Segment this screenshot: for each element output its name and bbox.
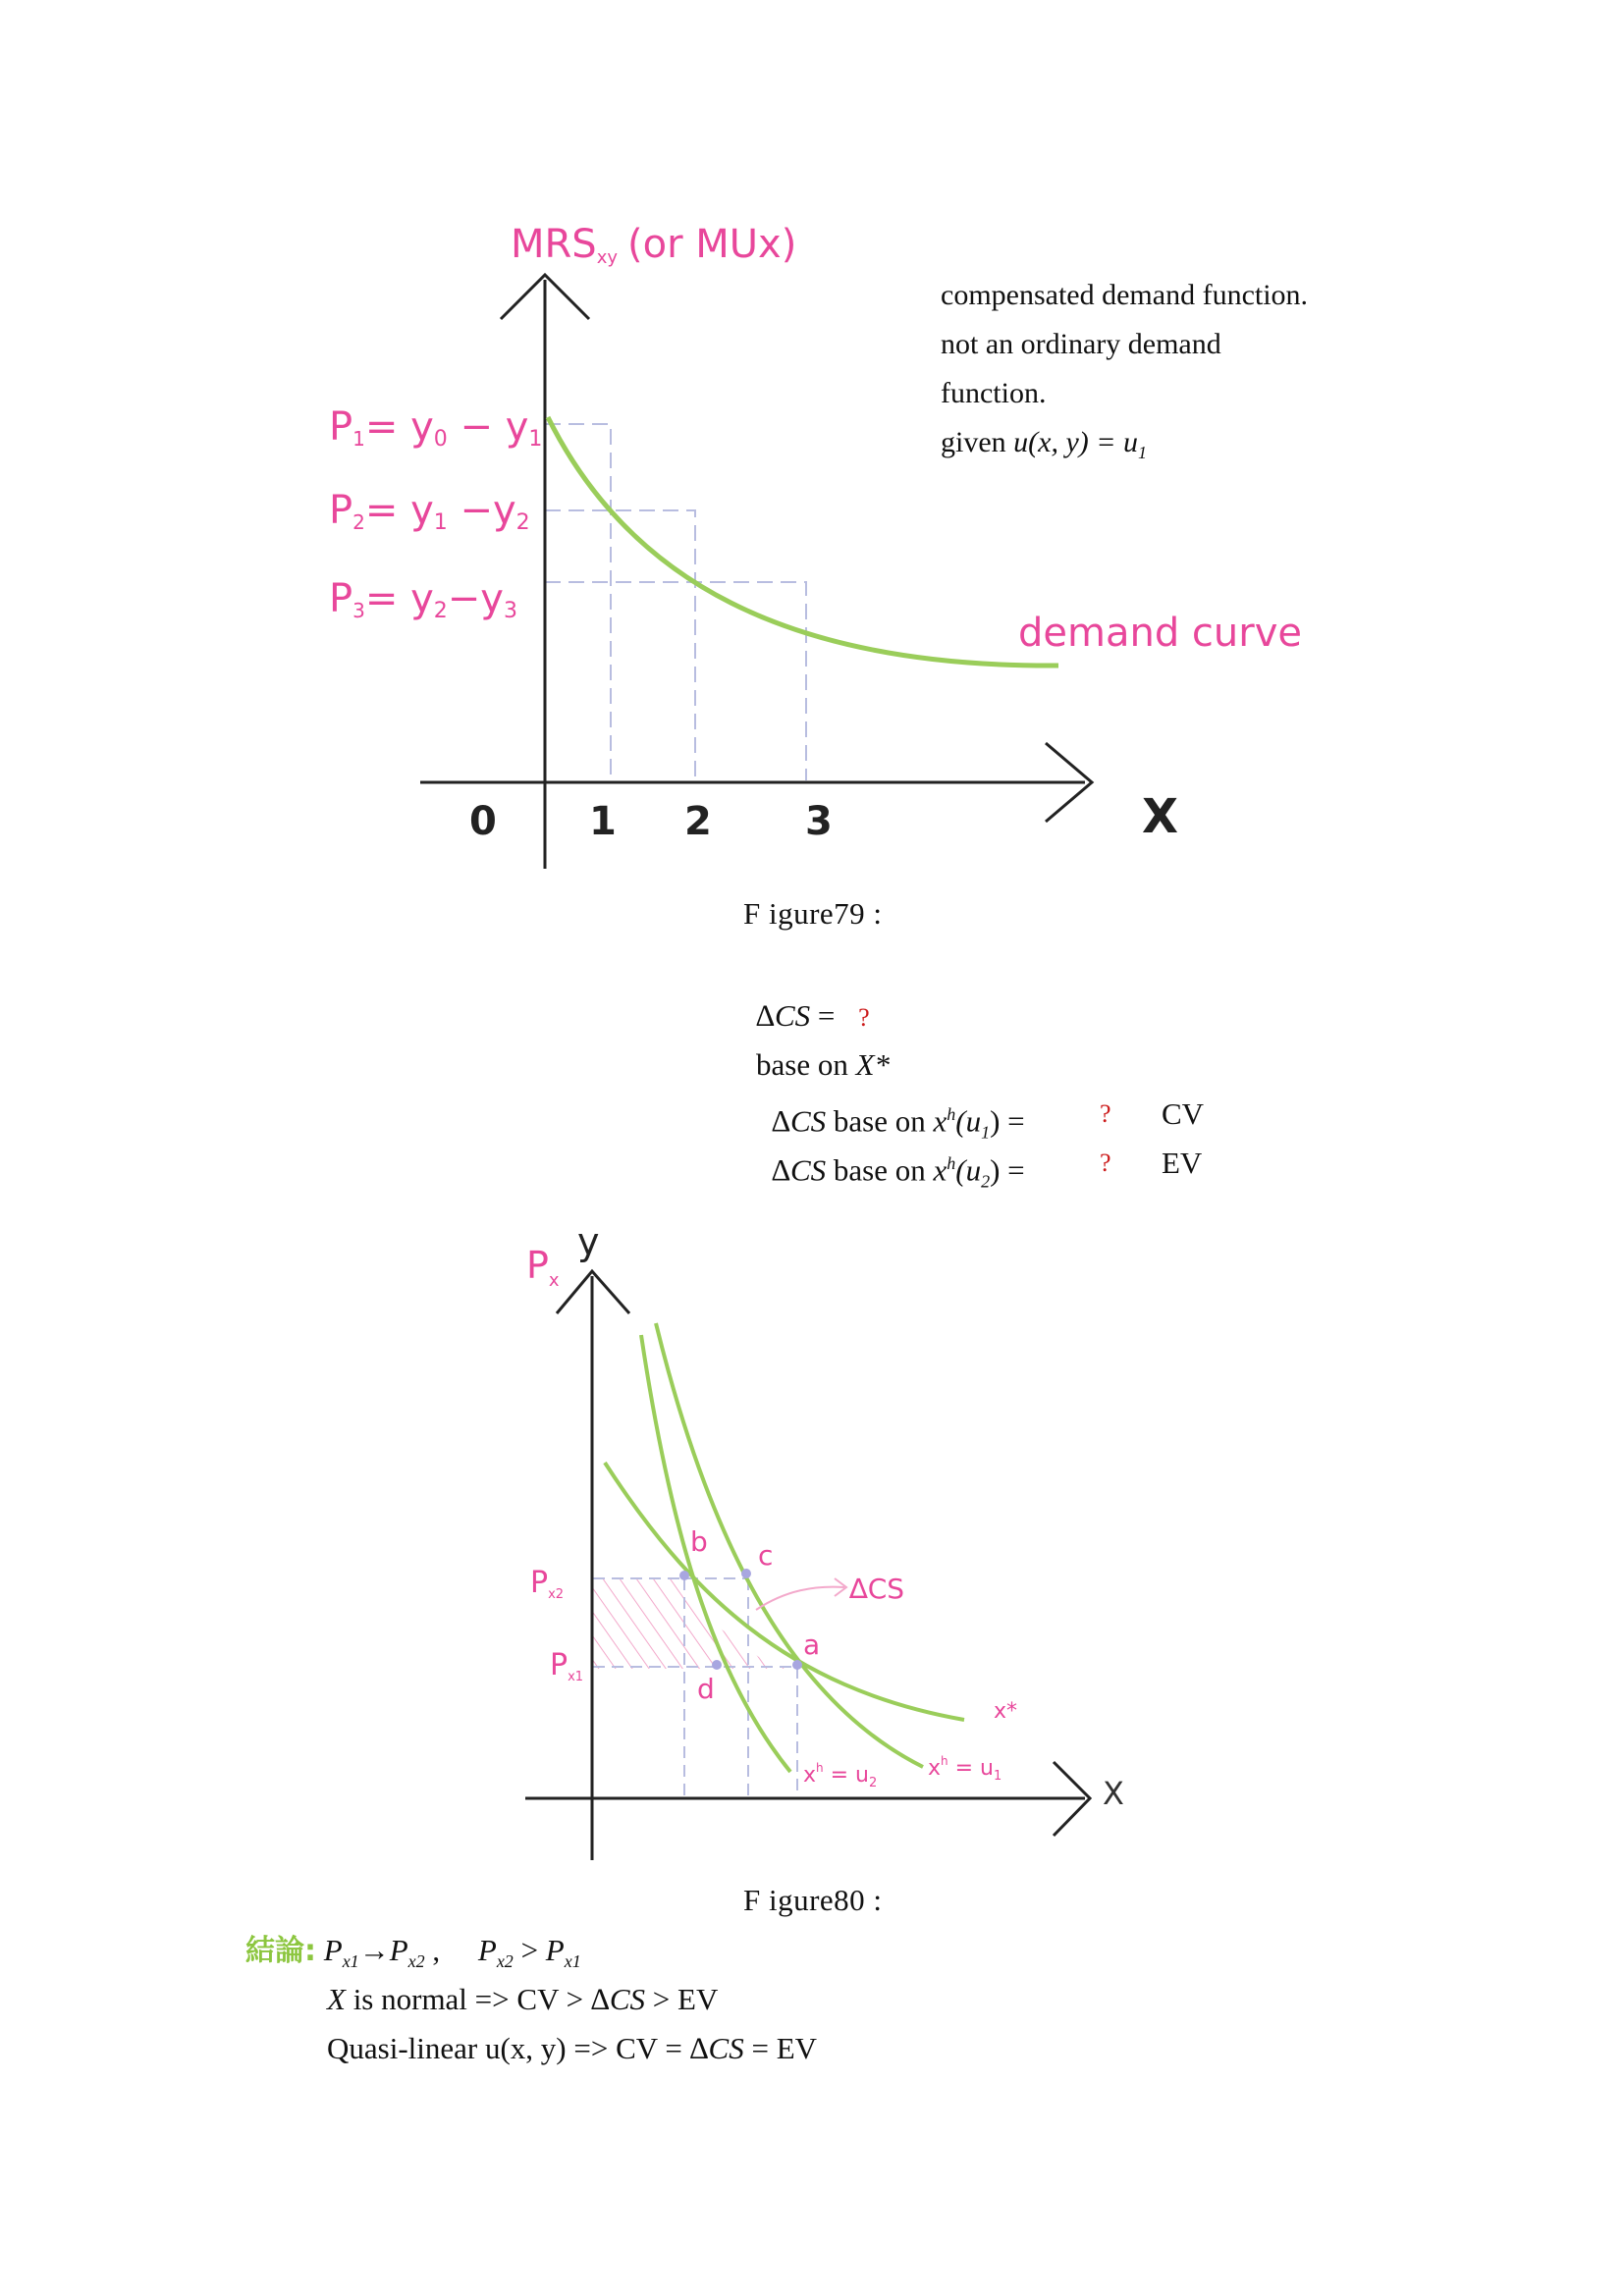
- point-b: [679, 1571, 689, 1580]
- ev-question-mark: ?: [1100, 1148, 1111, 1177]
- delta-cs-line: ∆CS = ?: [756, 998, 870, 1033]
- note-line-2: not an ordinary demand: [941, 328, 1221, 360]
- price-label-p1: P1= y0 − y1: [329, 404, 543, 452]
- figure79-x-axis-label: X: [1142, 789, 1179, 844]
- point-d: [712, 1660, 722, 1670]
- price-label-p3: P3= y2−y3: [329, 576, 517, 623]
- delta-cs-area: [593, 1578, 797, 1669]
- note-line-3: function.: [941, 377, 1047, 409]
- x-star-label: x*: [994, 1699, 1018, 1724]
- figure80-px-label: $P_x$: [526, 1244, 560, 1291]
- xh-u1-label: $x^h = u_1$: [928, 1754, 1002, 1784]
- figure79-notes: [941, 271, 1353, 477]
- figure80-caption: F igure80 :: [743, 1883, 883, 1917]
- point-d-label: d: [697, 1673, 715, 1705]
- figure79-y-axis-label: MRSxy (or MUx): [511, 222, 797, 268]
- x-tick-2: 2: [684, 799, 712, 844]
- px2-label: $P_{x2}$: [530, 1566, 565, 1602]
- conclusion-line-2: X is normal => CV > ∆CS > EV: [327, 1982, 719, 2016]
- conclusion-line-3: Quasi-linear u(x, y) => CV = ∆CS = EV: [327, 2031, 818, 2065]
- price-label-p2: P2= y1 −y2: [329, 488, 530, 535]
- px1-label: $P_{x1}$: [550, 1648, 584, 1684]
- note-line-1: compensated demand function.: [941, 279, 1309, 311]
- x-tick-0: 0: [469, 799, 497, 844]
- point-c-label: c: [758, 1539, 774, 1572]
- cv-question-mark: ?: [1100, 1099, 1111, 1128]
- figure79-caption: F igure79 :: [743, 896, 883, 931]
- figure80-curves: [605, 1323, 964, 1772]
- conclusion-line-1: 結論: $P_{x1}\to P_{x2}$ , $P_{x2} > P_{x1}$: [245, 1933, 581, 1972]
- base-on-line: base on X*: [756, 1047, 891, 1082]
- figure80: [0, 1198, 1624, 1885]
- cv-result: CV: [1162, 1096, 1205, 1131]
- demand-curve-label: demand curve: [1018, 611, 1303, 656]
- point-a: [792, 1660, 802, 1670]
- delta-cs-arrow: [756, 1587, 844, 1610]
- ev-line: ∆CS base on $x^h(u_2)$ =: [772, 1152, 1025, 1192]
- cv-line: ∆CS base on $x^h(u_1)$ =: [772, 1103, 1025, 1143]
- point-a-label: a: [803, 1629, 821, 1661]
- ev-result: EV: [1162, 1146, 1203, 1180]
- delta-cs-label: ∆CS: [849, 1573, 905, 1605]
- figure80-x-label: X: [1103, 1775, 1124, 1812]
- x-tick-3: 3: [805, 799, 833, 844]
- note-given: given u(x, $y) = u_1$: [941, 426, 1148, 462]
- x-tick-1: 1: [589, 799, 617, 844]
- point-b-label: b: [690, 1525, 708, 1558]
- figure79: [0, 0, 1624, 913]
- figure80-y-label: y: [577, 1220, 600, 1263]
- xh-u2-label: $x^h = u_2$: [803, 1761, 878, 1790]
- point-c: [741, 1569, 751, 1578]
- conclusion-label: 結論:: [245, 1934, 316, 1968]
